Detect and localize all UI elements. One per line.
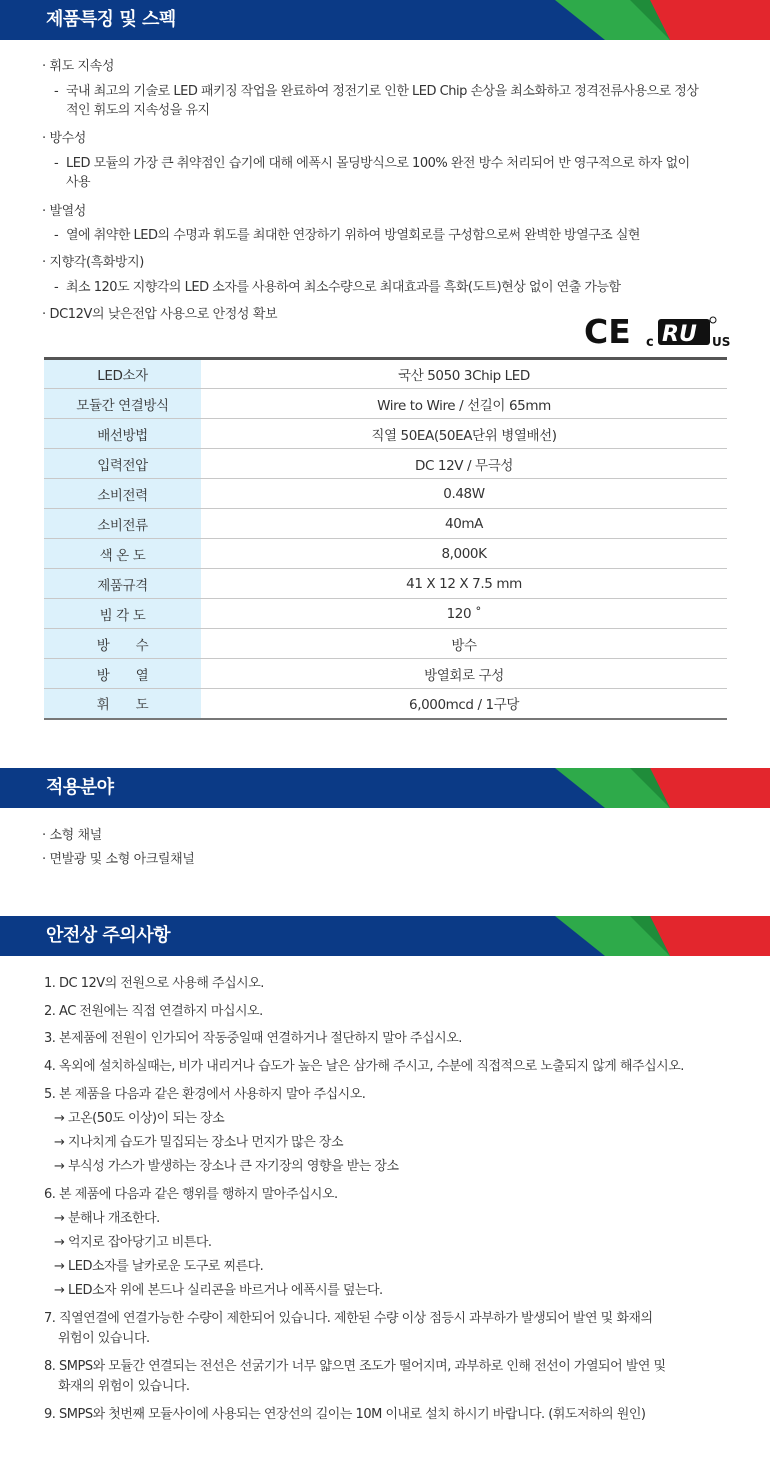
feature-title: · 발열성 [42, 204, 86, 219]
spec-value: 41 X 12 X 7.5 mm [201, 569, 727, 599]
safety-subitem: → 부식성 가스가 발생하는 장소나 큰 자기장의 영향을 받는 장소 [54, 1159, 399, 1174]
spec-value: 직열 50EA(50EA단위 병열배선) [201, 419, 727, 449]
spec-key: 제품규격 [44, 569, 201, 599]
safety-subitem: → 고온(50도 이상)이 되는 장소 [54, 1111, 225, 1126]
table-row [44, 629, 727, 659]
section-header-safety [0, 916, 770, 956]
spec-value: DC 12V / 무극성 [201, 449, 727, 479]
table-row [44, 359, 727, 389]
safety-item-cont: 위험이 있습니다. [58, 1331, 150, 1346]
spec-value: 8,000K [201, 539, 727, 569]
spec-key: 모듈간 연결방식 [44, 389, 201, 419]
ul-c-mark: c [646, 335, 654, 347]
svg-text:RU: RU [662, 322, 697, 347]
safety-item: 1. DC 12V의 전원으로 사용해 주십시오. [44, 976, 264, 991]
spec-value: 120 ˚ [201, 599, 727, 629]
table-row [44, 449, 727, 479]
table-row [44, 419, 727, 449]
spec-key: 색 온 도 [44, 539, 201, 569]
spec-value: 0.48W [201, 479, 727, 509]
spec-table [44, 357, 727, 720]
feature-desc: - 최소 120도 지향각의 LED 소자를 사용하여 최소수량으로 최대효과를 흑화(도트)현상 없이 연출 가능함 [54, 280, 621, 295]
spec-key: 소비전력 [44, 479, 201, 509]
spec-value: 40mA [201, 509, 727, 539]
safety-subitem: → LED소자 위에 본드나 실리콘을 바르거나 에폭시를 덮는다. [54, 1283, 383, 1298]
spec-value: 방수 [201, 629, 727, 659]
feature-title: · 방수성 [42, 131, 86, 146]
section-header-applications [0, 768, 770, 808]
safety-item: 2. AC 전원에는 직접 연결하지 마십시오. [44, 1004, 263, 1019]
application-item: · 면발광 및 소형 아크릴채널 [42, 852, 195, 867]
feature-title: · 휘도 지속성 [42, 59, 114, 74]
table-row [44, 599, 727, 629]
safety-item: 6. 본 제품에 다음과 같은 행위를 행하지 말아주십시오. [44, 1187, 338, 1202]
ce-mark: CE [584, 313, 631, 347]
feature-title: · 지향각(흑화방지) [42, 255, 144, 270]
section-title: 적용분야 [46, 777, 114, 798]
section-header-features [0, 0, 770, 40]
spec-value: 국산 5050 3Chip LED [201, 359, 727, 389]
ce-ul-certification-icon [584, 313, 730, 347]
spec-key: 배선방법 [44, 419, 201, 449]
feature-desc: - LED 모듈의 가장 큰 취약점인 습기에 대해 에폭시 몰딩방식으로 100% 완전 방수 처리되어 반 영구적으로 하자 없이 사용 [54, 156, 690, 190]
table-row [44, 659, 727, 689]
section-title: 제품특징 및 스펙 [46, 9, 176, 30]
safety-subitem: → 지나치게 습도가 밀집되는 장소나 먼지가 많은 장소 [54, 1135, 344, 1150]
table-row [44, 509, 727, 539]
header-decoration-icon [555, 768, 770, 808]
section-title: 안전상 주의사항 [46, 925, 170, 946]
table-row [44, 539, 727, 569]
spec-value: 6,000mcd / 1구당 [201, 689, 727, 719]
spec-key: 방 열 [44, 659, 201, 689]
table-row [44, 479, 727, 509]
safety-subitem: → 분해나 개조한다. [54, 1211, 160, 1226]
spec-key: 입력전압 [44, 449, 201, 479]
spec-key: 휘 도 [44, 689, 201, 719]
safety-subitem: → LED소자를 날카로운 도구로 찌른다. [54, 1259, 264, 1274]
safety-item: 3. 본제품에 전원이 인가되어 작동중일때 연결하거나 절단하지 말아 주십시오. [44, 1031, 462, 1046]
safety-item: 4. 옥외에 설치하실때는, 비가 내리거나 습도가 높은 날은 삼가해 주시고, 수분에 직접적으로 노출되지 않게 해주십시오. [44, 1059, 684, 1074]
spec-key: 빔 각 도 [44, 599, 201, 629]
spec-value: Wire to Wire / 선길이 65mm [201, 389, 727, 419]
table-row [44, 389, 727, 419]
application-item: · 소형 채널 [42, 828, 102, 843]
feature-desc: - 열에 취약한 LED의 수명과 휘도를 최대한 연장하기 위하여 방열회로를 구성함으로써 완벽한 방열구조 실현 [54, 228, 640, 243]
ul-us-mark: US [712, 335, 730, 347]
spec-key: 방 수 [44, 629, 201, 659]
safety-item: 5. 본 제품을 다음과 같은 환경에서 사용하지 말아 주십시오. [44, 1087, 366, 1102]
feature-desc: - 국내 최고의 기술로 LED 패키징 작업을 완료하여 정전기로 인한 LED Chip 손상을 최소화하고 정격전류사용으로 정상적인 휘도의 지속성을 유지 [54, 84, 699, 118]
spec-key: LED소자 [44, 359, 201, 389]
safety-item-cont: 화재의 위험이 있습니다. [58, 1379, 190, 1394]
safety-item: 8. SMPS와 모듈간 연결되는 전선은 선굵기가 너무 얇으면 조도가 떨어지며, 과부하로 인해 전선이 가열되어 발연 및 [44, 1359, 666, 1374]
table-row [44, 569, 727, 599]
table-row [44, 689, 727, 719]
safety-item: 7. 직열연결에 연결가능한 수량이 제한되어 있습니다. 제한된 수량 이상 점등시 과부하가 발생되어 발연 및 화재의 [44, 1311, 653, 1326]
spec-value: 방열회로 구성 [201, 659, 727, 689]
header-decoration-icon [555, 0, 770, 40]
spec-key: 소비전류 [44, 509, 201, 539]
safety-subitem: → 억지로 잡아당기고 비튼다. [54, 1235, 212, 1250]
safety-item: 9. SMPS와 첫번째 모듈사이에 사용되는 연장선의 길이는 10M 이내로 설치 하시기 바랍니다. (휘도저하의 원인) [44, 1407, 646, 1422]
header-decoration-icon [555, 916, 770, 956]
feature-extra: · DC12V의 낮은전압 사용으로 안정성 확보 [42, 307, 278, 322]
